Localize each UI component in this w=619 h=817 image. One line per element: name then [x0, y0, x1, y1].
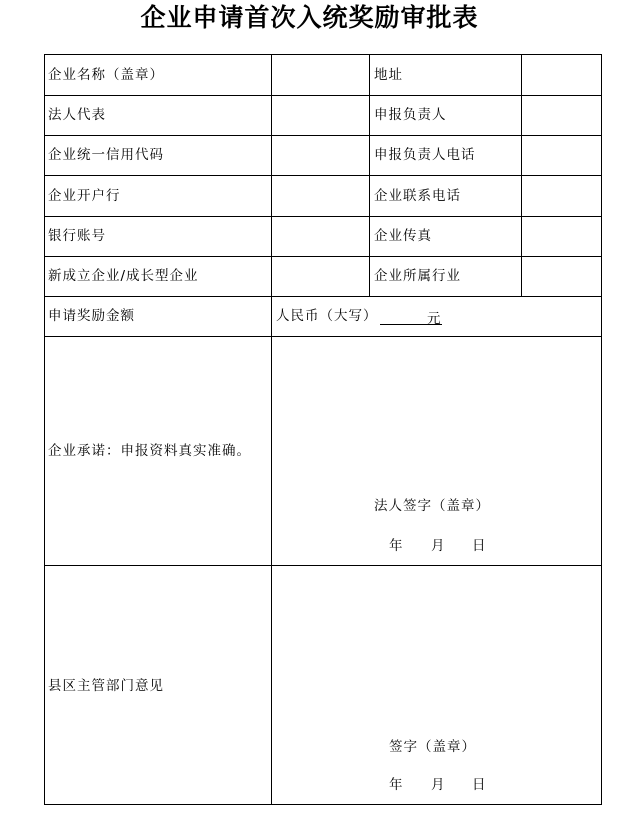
- pledge-date-year: 年: [389, 538, 404, 554]
- table-divider: [44, 336, 601, 337]
- legal-sign-label: 法人签字（盖章）: [374, 498, 490, 514]
- amount-prefix: 人民币（大写）: [276, 308, 378, 324]
- fax-label: 企业传真: [374, 228, 432, 244]
- declarant-phone-label: 申报负责人电话: [374, 147, 476, 163]
- form-title: 企业申请首次入统奖励审批表: [140, 3, 479, 32]
- county-date-day: 日: [472, 777, 487, 793]
- industry-label: 企业所属行业: [374, 268, 461, 284]
- company-phone-label: 企业联系电话: [374, 188, 461, 204]
- table-divider: [369, 54, 370, 296]
- company-name-label: 企业名称（盖章）: [48, 67, 164, 83]
- bank-account-label: 银行账号: [48, 228, 106, 244]
- table-divider: [44, 95, 601, 96]
- pledge-date-day: 日: [472, 538, 487, 554]
- table-divider: [44, 216, 601, 217]
- table-border-bottom: [44, 804, 601, 805]
- table-border-right: [601, 54, 602, 805]
- table-divider: [521, 54, 522, 296]
- table-divider: [44, 256, 601, 257]
- declarant-label: 申报负责人: [374, 107, 447, 123]
- amount-blank[interactable]: [380, 310, 442, 325]
- table-divider: [44, 296, 601, 297]
- table-divider: [44, 175, 601, 176]
- table-divider: [44, 135, 601, 136]
- company-type-label: 新成立企业/成长型企业: [48, 268, 199, 284]
- reward-amount-field[interactable]: [276, 307, 442, 325]
- amount-unit: 元: [427, 311, 442, 327]
- county-opinion-label: 县区主管部门意见: [48, 678, 164, 694]
- county-date-year: 年: [389, 777, 404, 793]
- county-date-month: 月: [431, 777, 446, 793]
- reward-amount-label: 申请奖励金额: [48, 308, 135, 324]
- county-sign-label: 签字（盖章）: [389, 739, 476, 755]
- address-label: 地址: [374, 67, 403, 83]
- table-border-left: [44, 54, 45, 805]
- pledge-date-month: 月: [431, 538, 446, 554]
- table-divider: [44, 565, 601, 566]
- table-divider: [271, 54, 272, 805]
- credit-code-label: 企业统一信用代码: [48, 147, 164, 163]
- table-border-top: [44, 54, 601, 55]
- bank-label: 企业开户行: [48, 188, 121, 204]
- legal-rep-label: 法人代表: [48, 107, 106, 123]
- pledge-text: 企业承诺：申报资料真实准确。: [48, 443, 251, 459]
